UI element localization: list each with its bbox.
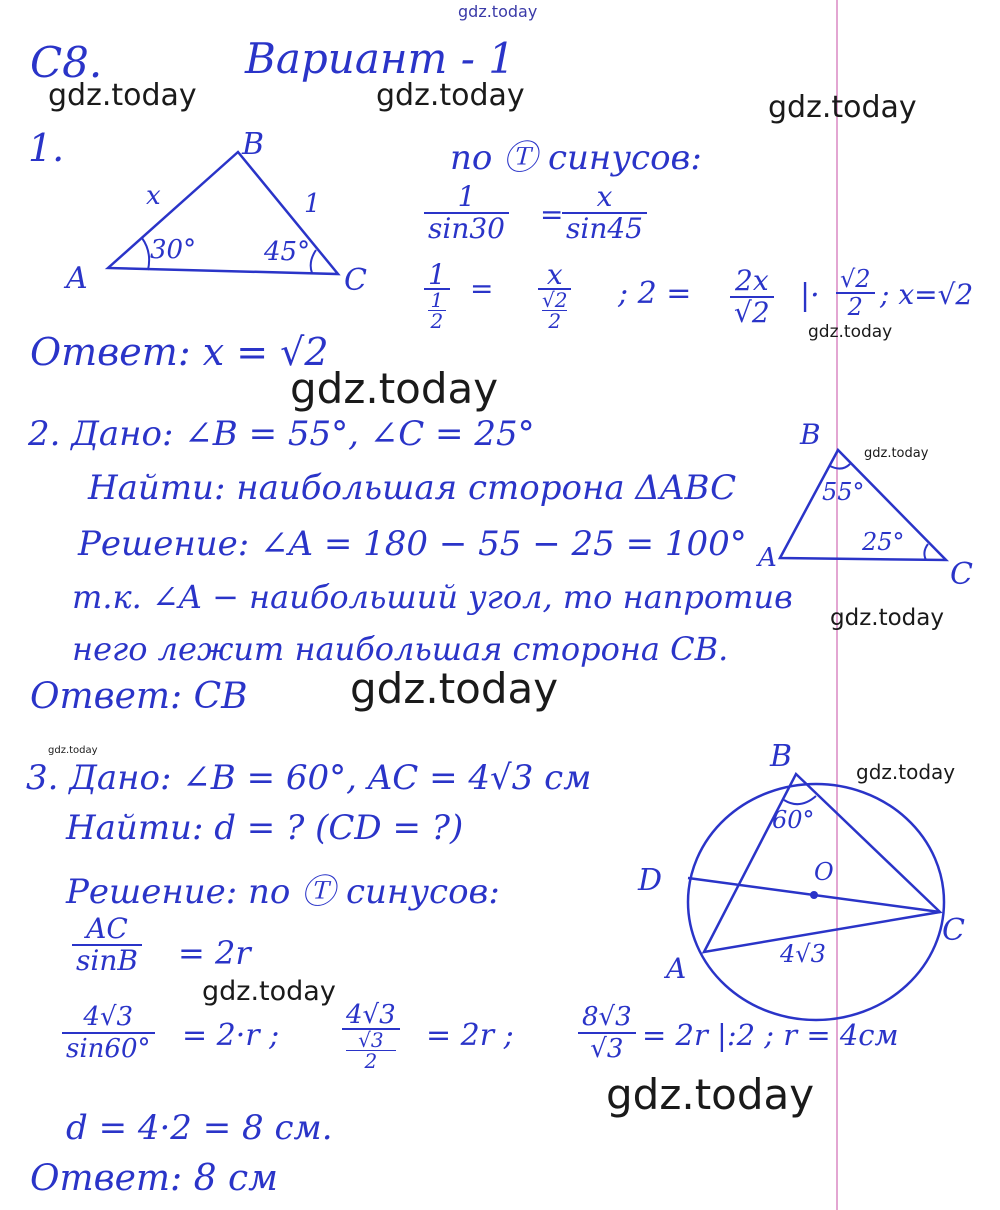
vertex-b-label: B bbox=[770, 739, 793, 774]
circumscribed-circle bbox=[688, 784, 944, 1020]
angle-a-arc bbox=[142, 238, 149, 270]
vertex-a-label: A bbox=[758, 543, 777, 573]
watermark: gdz.today bbox=[830, 605, 944, 631]
center-point-o bbox=[810, 891, 818, 899]
watermark: gdz.today bbox=[864, 446, 929, 461]
fraction bbox=[72, 914, 142, 976]
equation-text: |· bbox=[800, 278, 820, 313]
angle-c-arc bbox=[311, 250, 316, 273]
denominator: √3 2 bbox=[342, 1030, 400, 1071]
task3-given: 3. Дано: ∠B = 60°, AC = 4√3 см bbox=[26, 758, 592, 798]
equation-result: ; x=√2 bbox=[880, 278, 974, 311]
angle-b-arc bbox=[830, 464, 850, 469]
side-bc-label: 1 bbox=[304, 189, 321, 219]
fraction bbox=[538, 258, 571, 333]
task1-answer: Ответ: x = √2 bbox=[30, 330, 329, 374]
equation-text: = 2r bbox=[178, 934, 251, 972]
task1-method: по Ⓣ синусов: bbox=[450, 138, 702, 178]
task3-solution: Решение: по Ⓣ синусов: bbox=[66, 872, 500, 912]
task2-reason-line2: него лежит наибольшая сторона CB. bbox=[72, 630, 729, 668]
angle-c-arc bbox=[924, 544, 928, 560]
vertex-b-label: B bbox=[242, 127, 265, 162]
angle-c-label: 25° bbox=[862, 528, 905, 556]
watermark: gdz.today bbox=[48, 78, 197, 113]
equation-text: = 2r ; bbox=[426, 1018, 514, 1053]
denominator: sin60° bbox=[66, 1034, 151, 1064]
numerator: x bbox=[562, 182, 647, 214]
angle-b-label: 55° bbox=[822, 478, 865, 506]
watermark: gdz.today bbox=[808, 322, 893, 342]
side-ab-label: x bbox=[146, 181, 161, 211]
denominator: 1 2 bbox=[424, 290, 450, 331]
denominator: 2 bbox=[847, 293, 863, 321]
equals-sign: = bbox=[470, 272, 494, 305]
watermark: gdz.today bbox=[376, 78, 525, 113]
watermark: gdz.today bbox=[350, 664, 559, 713]
task3-find: Найти: d = ? (CD = ?) bbox=[66, 808, 464, 848]
task2-find: Найти: наибольшая сторона ΔABC bbox=[88, 468, 737, 508]
numerator: x bbox=[538, 262, 571, 290]
denominator: √2 2 bbox=[542, 288, 568, 333]
task1-number: 1. bbox=[28, 126, 65, 170]
fraction bbox=[424, 182, 509, 244]
variant-title: Вариант - 1 bbox=[245, 34, 515, 83]
task3-answer: Ответ: 8 см bbox=[30, 1158, 278, 1199]
numerator: 4√3 bbox=[342, 1002, 400, 1030]
watermark: gdz.today bbox=[290, 364, 499, 413]
equation-text: ; 2 = bbox=[618, 276, 692, 311]
task-code: C8. bbox=[30, 38, 103, 87]
fraction bbox=[836, 266, 875, 320]
task2-given: 2. Дано: ∠B = 55°, ∠C = 25° bbox=[28, 414, 535, 454]
watermark: gdz.today bbox=[458, 2, 538, 21]
vertex-c-label: C bbox=[942, 913, 965, 948]
denominator: sin45 bbox=[566, 212, 643, 245]
vertex-a-label: A bbox=[66, 261, 88, 296]
denominator: sin30 bbox=[428, 212, 505, 245]
side-ac-label: 4√3 bbox=[780, 940, 826, 968]
equals-sign: = bbox=[540, 198, 564, 231]
angle-b-label: 60° bbox=[772, 806, 815, 834]
denominator: sinB bbox=[76, 944, 138, 977]
center-o-label: O bbox=[814, 858, 834, 886]
angle-b-arc bbox=[784, 796, 816, 804]
task2-reason-line1: т.к. ∠A − наибольший угол, то напротив bbox=[72, 578, 793, 616]
task2-answer: Ответ: CB bbox=[30, 676, 248, 717]
numerator: 8√3 bbox=[578, 1002, 636, 1034]
fraction bbox=[730, 266, 774, 328]
watermark: gdz.today bbox=[48, 745, 98, 756]
vertex-c-label: C bbox=[344, 263, 367, 298]
numerator: 4√3 bbox=[62, 1002, 155, 1034]
task3-circle-figure bbox=[630, 740, 980, 1000]
task2-triangle-figure bbox=[750, 420, 980, 590]
numerator: 1 bbox=[424, 182, 509, 214]
angle-c-label: 45° bbox=[264, 237, 311, 267]
numerator: √2 bbox=[836, 266, 875, 294]
fraction bbox=[424, 258, 450, 333]
angle-a-label: 30° bbox=[150, 235, 197, 265]
denominator: √2 bbox=[734, 296, 770, 329]
numerator: 2x bbox=[730, 266, 774, 298]
task1-triangle-figure bbox=[60, 127, 390, 300]
task3-diameter: d = 4·2 = 8 см. bbox=[66, 1108, 333, 1148]
numerator: AC bbox=[72, 914, 142, 946]
fraction bbox=[562, 182, 647, 244]
task2-solution: Решение: ∠A = 180 − 55 − 25 = 100° bbox=[78, 524, 747, 564]
equation-text: = 2·r ; bbox=[182, 1018, 280, 1053]
denominator: √3 bbox=[590, 1034, 624, 1064]
equation-text: = 2r |:2 ; r = 4см bbox=[642, 1018, 899, 1052]
fraction bbox=[342, 1002, 400, 1071]
numerator: 1 bbox=[424, 262, 450, 290]
watermark: gdz.today bbox=[856, 760, 956, 784]
vertex-c-label: C bbox=[950, 557, 973, 592]
fraction bbox=[62, 1002, 155, 1064]
fraction bbox=[578, 1002, 636, 1064]
vertex-d-label: D bbox=[638, 863, 663, 898]
vertex-a-label: A bbox=[666, 952, 687, 985]
watermark: gdz.today bbox=[606, 1070, 815, 1119]
watermark: gdz.today bbox=[768, 90, 917, 125]
watermark: gdz.today bbox=[202, 976, 336, 1007]
vertex-b-label: B bbox=[800, 418, 821, 451]
